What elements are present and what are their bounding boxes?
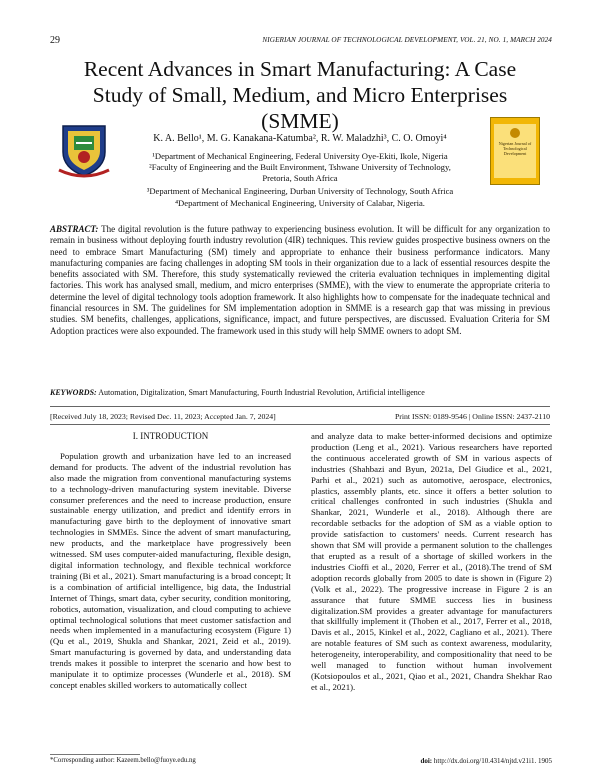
keywords-text: Automation, Digitalization, Smart Manufacturing, Fourth Industrial Revolution, Artificial intelligence	[98, 388, 425, 397]
doi	[420, 757, 552, 765]
received-dates: [Received July 18, 2023; Revised Dec. 11, 2023; Accepted Jan. 7, 2024]	[50, 412, 276, 421]
affiliation-2: ²Faculty of Engineering and the Built Environment, Tshwane University of Technology,	[149, 162, 451, 172]
abstract-label: ABSTRACT:	[50, 224, 99, 234]
abstract-text: The digital revolution is the future pathway to experiencing business evolution. It will be difficult for any organization to remain in business without deploying fourth industry revolution (4IR) techniques. This review guides prospective business owners on the need to embrace Smart Manufacturing (SM) timely and appropriate to enhance their business performance indicators. Many manufacturing companies are facing challenges in adopting SM tools in their organization due to a lack of essential resources despite the benefits associated with SM. Therefore, this study systematically reviewed the criteria evaluation techniques in implementing digital factories. This work has analysed small, medium, and micro enterprises (SMME), with the view to enumerate the appropriate criteria to determine the level of digital technology tools adoption framework. It also highlights how to compensate for the inadequate technical and financial resources in SM. The guidelines for SM implementation adoption in SMME is a research gap that was missing in previous studies. SM benefits, challenges, applications, significance, impact, and future perspectives, are discussed. Evaluation Criteria for SM Adoption practices were also expounded. The framework used in this study will help SMME owners to adopt SM.	[50, 224, 550, 336]
author-list: K. A. Bello¹, M. G. Kanakana-Katumba², R. W. Maladzhi³, C. O. Omoyi⁴	[153, 133, 447, 144]
corresponding-author: *Corresponding author: Kazeem.bello@fuoye.edu.ng	[50, 757, 196, 764]
doi-label: doi:	[420, 757, 433, 765]
issn-info: Print ISSN: 0189-9546 | Online ISSN: 2437-2110	[394, 412, 550, 421]
page-number: 29	[50, 35, 60, 46]
section-heading-introduction: I. INTRODUCTION	[132, 431, 209, 441]
journal-cover-text: Nigerian Journal of Technological Development	[498, 141, 532, 156]
body-column-left	[50, 431, 291, 691]
body-column-right	[311, 431, 552, 693]
intro-paragraph-continued: and analyze data to make better-informed decisions and optimize production (Leng et al., 2021). Various researchers have reported the continuous accelerated growth of SM in various aspects of industries (Shahbazi and Byun, 2021a, Del Giudice et al., 2021, Parhi et al., 2021) such as automotive, aerospace, electronics, plastics, assembly plants, etc. since it offers a better solution to critical challenges confronted in such industries (Shukla and Shankar, 2021, Wunderle et al., 2018). Although there are recordable setbacks for the adoption of SM as a viable option to provide satisfaction to customers' needs. Current research has shown that SM will provide a permanent solution to the challenges that erupted as a result of a shortage of skilled workers in the industries Cioffi et al., 2020, Ferrer et al., (2018).The trend of SM adoption records globally from 2005 to date is shown in (Figure 2) (Volk et al., 2022). The progressive increase in Figure 2 is an assurance that future SMME success lies in business digitalization.SM provides a greater advantage for manufacturers that skillfully implement it (Thoben et al., 2017, Ferrer et al., 2018, Davis et al., 2015, Kinkel et al., 2022, Cagliano et al., 2021). There are notable features of SM such as context awareness, modularity, heterogeneity, interoperability, and compositionality that need to be well managed to function without human involvement (Kotsiopoulos et al., 2021, Qiao et al., 2021, Chandra Shekhar Rao et al., 2021).	[311, 431, 552, 692]
journal-header: NIGERIAN JOURNAL OF TECHNOLOGICAL DEVELOPMENT, VOL. 21, NO. 1, MARCH 2024	[262, 36, 552, 44]
intro-paragraph: Population growth and urbanization have led to an increased demand for products. The advent of the industrial revolution has also made the migration from conventional manufacturing systems to a technology-driven manufacturing system inevitable. Diverse consumer preferences and the need to increase production, ensure sustainable energy utilization, and predict and identify errors in manufacturing gave birth to the deployment of innovative smart technologies in SMMEs. Since the advent of smart manufacturing, new products, and the marketplace have progressively been witnessed. SM uses computer-aided manufacturing, flexible design, digital information technology, and flexible technical workforce training (Bi et al., 2021). Smart manufacturing is a broad concept; It is a combination of artificial intelligence, big data, the Industrial Internet of Things, smart data, cyber security, condition monitoring, robotics, automation, visualization, and cloud computing to achieve optimal technological solutions that meet customer satisfaction and needs when implemented in a manufacturing ecosystem (Figure 1) (Qu et al., 2019, Shukla and Shankar, 2021, Zeid et al., 2019). Smart manufacturing is governed by data, and understanding data trends makes it possible to interpret the scenario and how best to manipulate it to optimize processes (Wunderle et al., 2018). SM concept enables skilled workers to automatically collect	[50, 450, 291, 690]
abstract	[50, 224, 550, 337]
keywords-label: KEYWORDS:	[50, 388, 97, 397]
keywords	[50, 388, 550, 397]
footnote-divider	[50, 754, 140, 755]
divider-top	[50, 406, 550, 407]
paper-title: Recent Advances in Smart Manufacturing: A Case Study of Small, Medium, and Micro Enterprises (SMME)	[83, 57, 517, 133]
doi-link[interactable]: http://dx.doi.org/10.4314/njtd.v21i1. 1905	[433, 757, 552, 765]
affiliation-1: ¹Department of Mechanical Engineering, Federal University Oye-Ekiti, Ikole, Nigeria	[152, 151, 448, 161]
affiliation-4: ⁴Department of Mechanical Engineering, University of Calabar, Nigeria.	[175, 198, 425, 208]
affiliation-2-cont: Pretoria, South Africa	[262, 173, 338, 183]
affiliation-3: ³Department of Mechanical Engineering, Durban University of Technology, South Africa	[146, 186, 454, 196]
divider-bottom	[50, 424, 550, 425]
